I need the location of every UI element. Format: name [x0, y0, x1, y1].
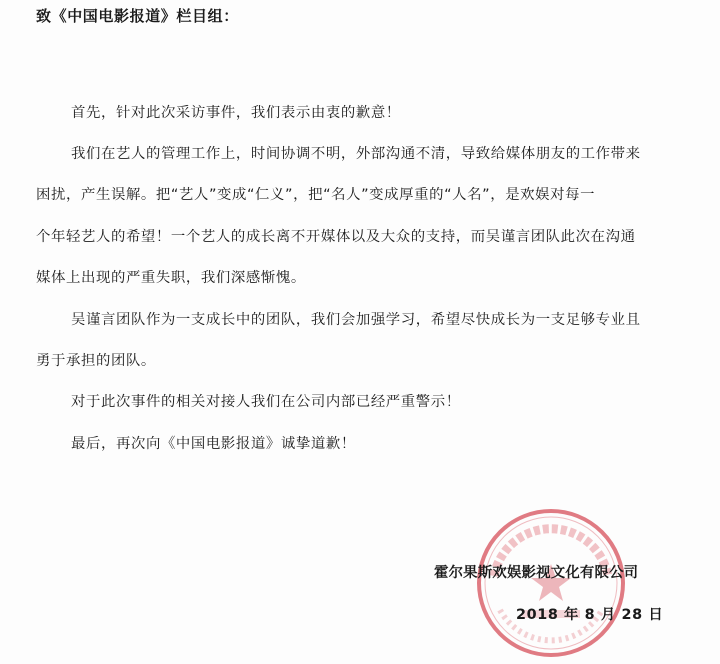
paragraph-line: 我们在艺人的管理工作上，时间协调不明，外部沟通不清，导致给媒体朋友的工作带来 — [71, 146, 641, 162]
paragraph-line: 困扰，产生误解。把“艺人”变成“仁义”，把“名人”变成厚重的“人名”，是欢娱对每一 — [36, 187, 596, 203]
paragraph-line: 媒体上出现的严重失职，我们深感惭愧。 — [36, 270, 306, 286]
paragraph-line: 最后，再次向《中国电影报道》诚挚道歉！ — [71, 436, 356, 452]
signature-date: 2018 年 8 月 28 日 — [516, 607, 664, 623]
salutation: 致《中国电影报道》栏目组： — [36, 7, 239, 25]
paragraph-line: 首先，针对此次采访事件，我们表示由衷的歉意！ — [71, 105, 401, 121]
paragraph-line: 勇于承担的团队。 — [36, 353, 156, 369]
signature-company: 霍尔果斯欢娱影视文化有限公司 — [434, 565, 639, 581]
paragraph-line: 对于此次事件的相关对接人我们在公司内部已经严重警示！ — [71, 394, 461, 410]
paragraph-line: 吴谨言团队作为一支成长中的团队，我们会加强学习，希望尽快成长为一支足够专业且 — [71, 312, 641, 328]
paragraph-line: 个年轻艺人的希望！一个艺人的成长离不开媒体以及大众的支持，而吴谨言团队此次在沟通 — [36, 229, 636, 245]
company-seal — [470, 506, 632, 660]
